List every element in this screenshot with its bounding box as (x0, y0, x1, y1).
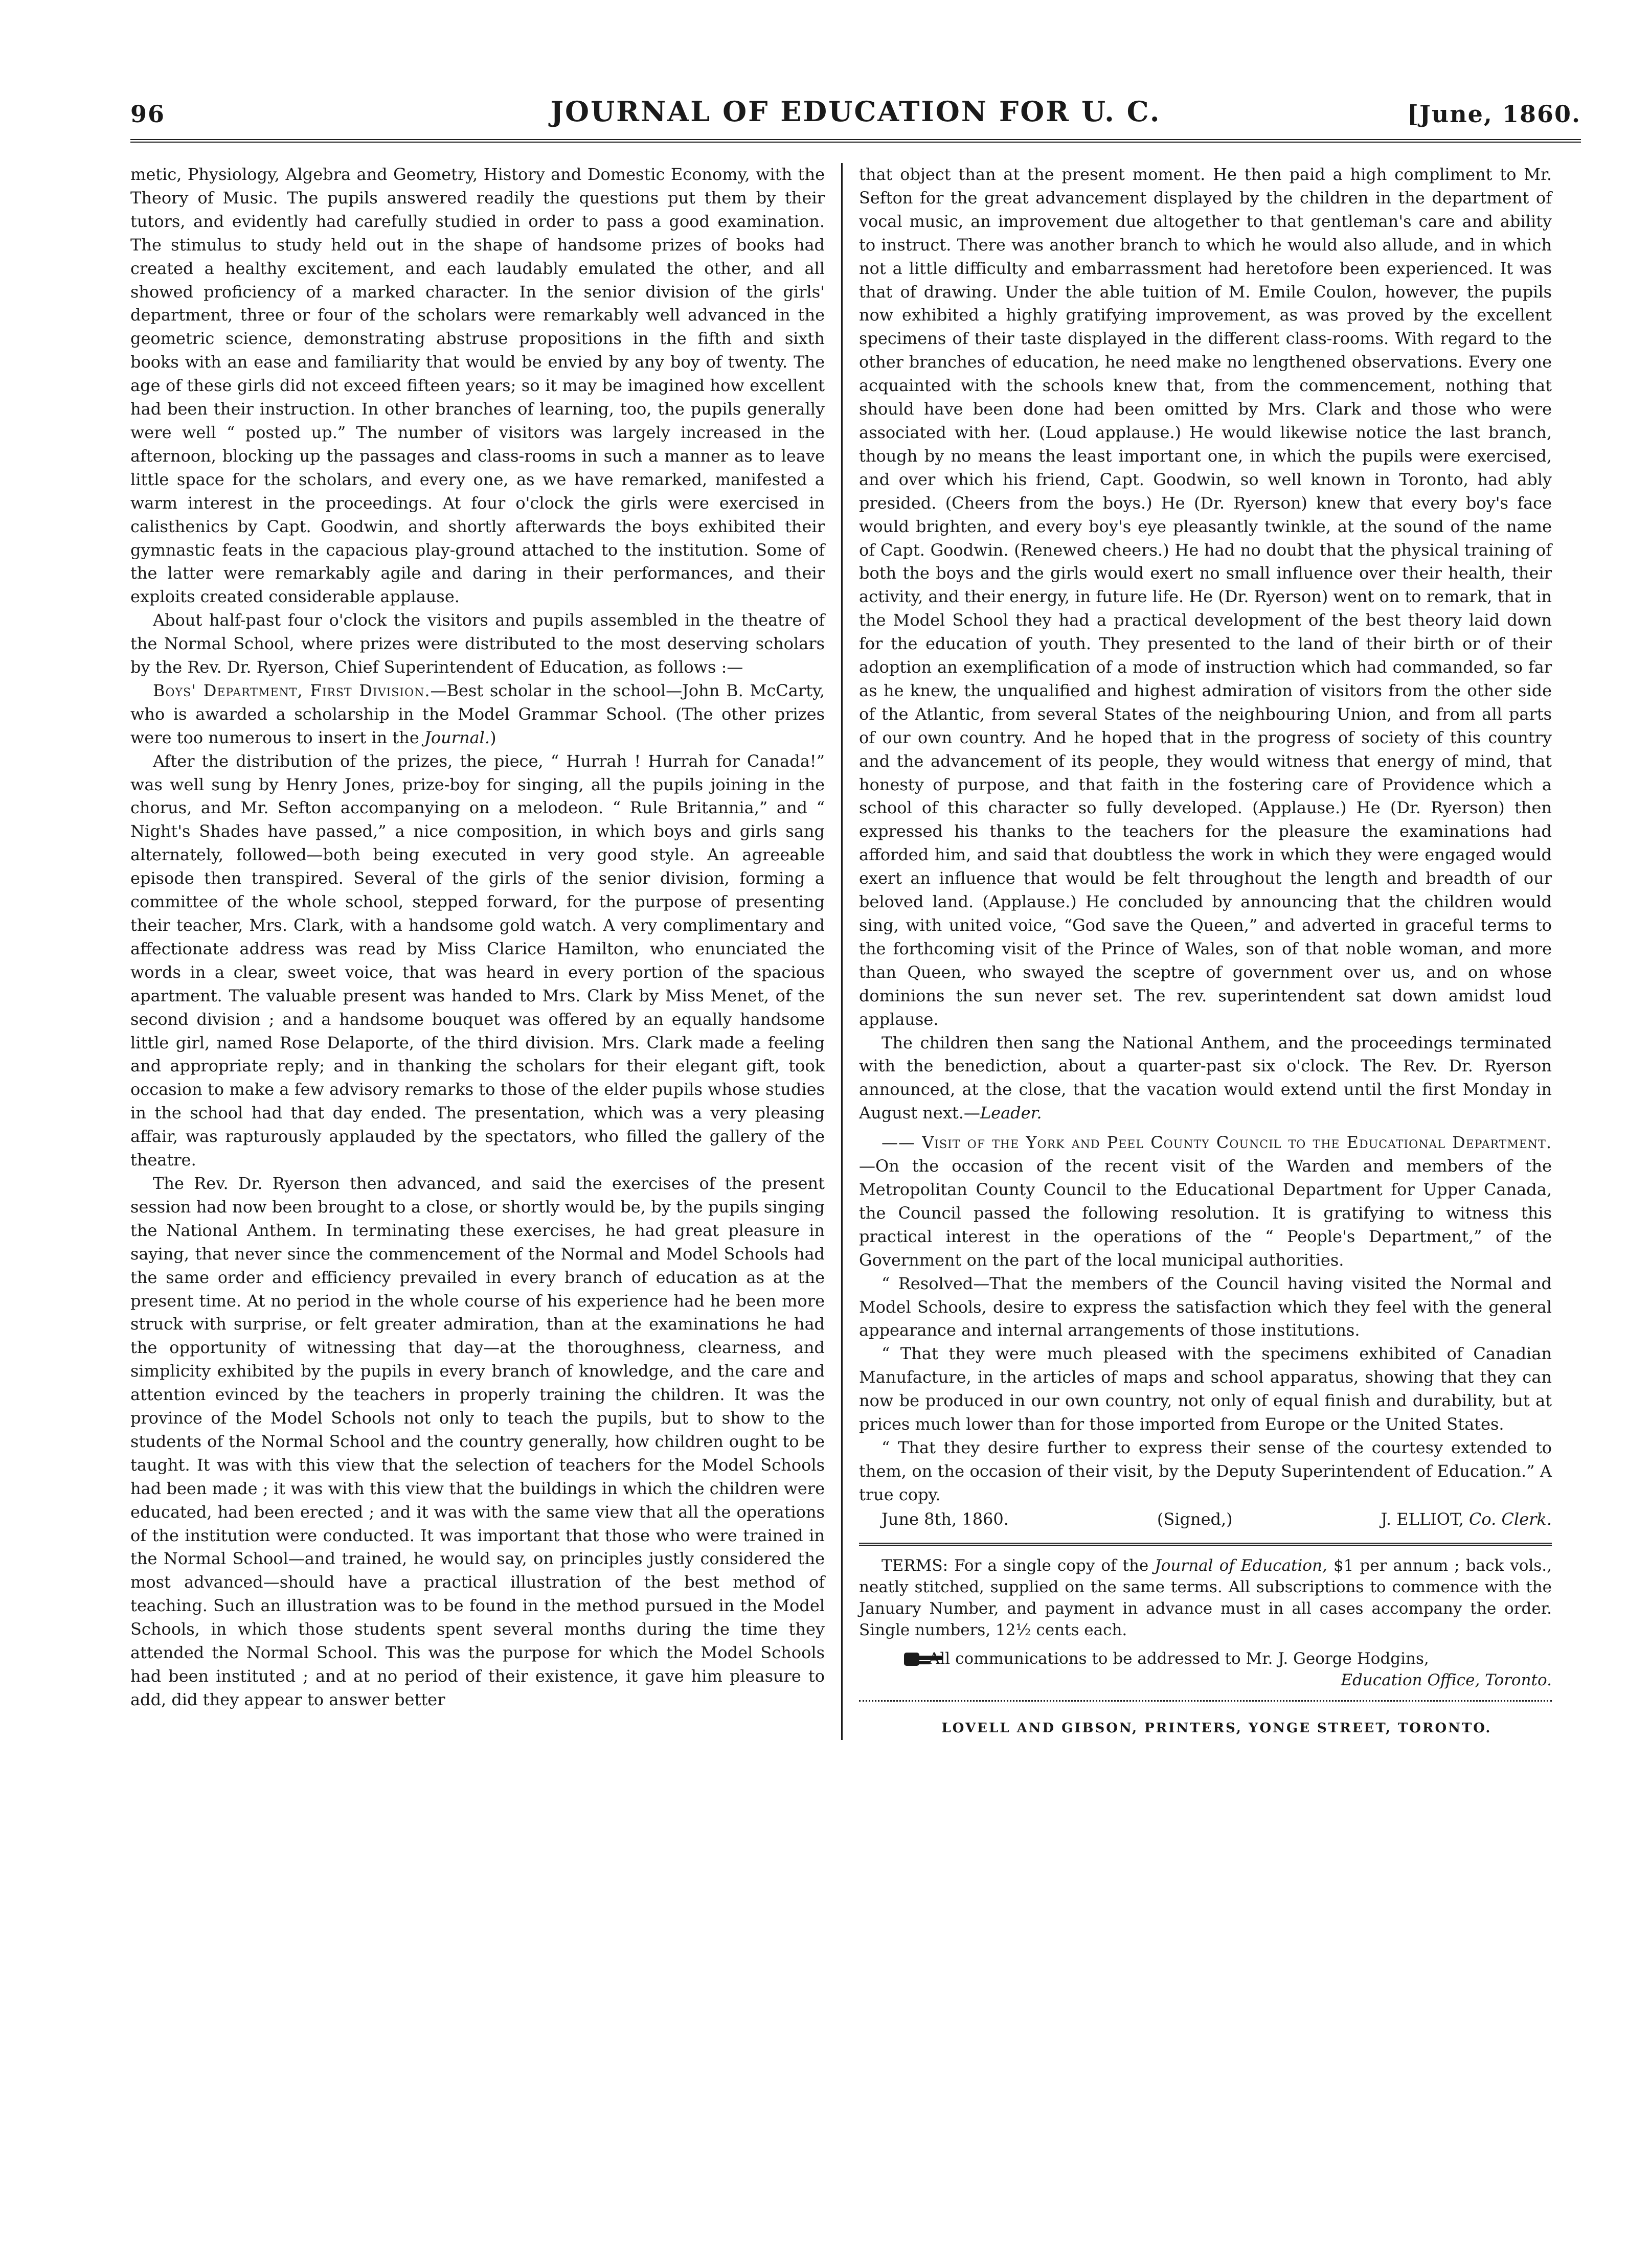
paragraph: that object than at the present moment. He then paid a high compliment to Mr. Sefton for the great advancement displayed by the children in the department of vocal music, an improvement due altogether to that gentleman's care and ability to instruct. There was another branch to which he would also allude, and in which not a little difficulty and embarrassment had heretofore been experienced. It was that of drawing. Under the able tuition of M. Emile Coulon, however, the pupils now exhibited a highly gratifying improvement, as was proved by the excellent specimens of their taste displayed in the different class-rooms. With regard to the other branches of education, he need make no lengthened observations. Every one acquainted with the schools knew that, from the commencement, nothing that should have been done had been omitted by Mrs. Clark and those who were associated with her. (Loud applause.) He would likewise notice the last branch, though by no means the least important one, in which the pupils were exercised, and over which his friend, Capt. Goodwin, so well known in Toronto, had ably presided. (Cheers from the boys.) He (Dr. Ryerson) knew that every boy's face would brighten, and every boy's eye pleasantly twinkle, at the sound of the name of Capt. Goodwin. (Renewed cheers.) He had no doubt that the physical training of both the boys and the girls would exert no small influence over their health, their activity, and their energy, in future life. He (Dr. Ryerson) went on to remark, that in the Model School they had a practical development of the best theory laid down for the education of youth. They presented to the land of their birth or of their adoption an exemplification of a mode of instruction which had commanded, so far as he knew, the unqualified and highest admiration of visitors from the other side of the Atlantic, from several States of the neighbouring Union, and from all parts of our own country. And he hoped that in the progress of society of this country and the advancement of its people, they would witness that energy of mind, that honesty of purpose, and that faith in the fostering care of Providence which a school of this character so fully developed. (Applause.) He (Dr. Ryerson) then expressed his thanks to the teachers for the pleasure the examinations had afforded him, and said that doubtless the work in which they were engaged would exert an influence that would be felt throughout the length and breadth of our beloved land. (Applause.) He concluded by announcing that the children would sing, with united voice, “God save the Queen,” and adverted in graceful terms to the forthcoming visit of the Prince of Wales, son of that noble woman, and more than Queen, who swayed the sceptre of government over us, and on whose dominions the sun never set. The rev. superintendent sat down amidst loud applause. (859, 165, 1552, 1029)
paragraph-text: —Best scholar in the school—John B. McCarty, who is awarded a scholarship in the Model Grammar School. (The other prizes were too numerous to insert in the (130, 680, 825, 747)
terms-lead: TERMS: For a single copy of the (881, 1556, 1155, 1575)
section-lead: Boys' Department, First Division. (153, 680, 431, 700)
right-column (841, 163, 1552, 1740)
paragraph: The Rev. Dr. Ryerson then advanced, and said the exercises of the present session had now been brought to a close, or shortly would be, by the pupils singing the National Anthem. In terminating these exercises, he had great pleasure in saying, that never since the commencement of the Normal and Model Schools had the same order and efficiency prevailed in every branch of education as at the present time. At no period in the whole course of his experience had he been more struck with surprise, or felt greater admiration, than at the examinations he had the opportunity of witnessing that day—at the thoroughness, clearness, and simplicity exhibited by the pupils in every branch of knowledge, and the care and attention evinced by the teachers in properly training the children. It was the province of the Model Schools not only to teach the pupils, but to show to the students of the Normal School and the country generally, how children ought to be taught. It was with this view that the selection of teachers for the Model Schools had been made ; it was with this view that the buildings in which the children were educated, had been erected ; and it was with the same view that all the operations of the institution were conducted. It was important that those who were trained in the Normal School—and trained, he would say, on principles justly considered the most advanced—should have a practical illustration of the best method of teaching. Such an illustration was to be found in the method pursued in the Model Schools, in which those students spent several months during the time they attended the Normal School. This was the purpose for which the Model Schools had been instituted ; and at no period of their existence, it gave him pleasure to add, did they appear to answer better (130, 1173, 825, 1709)
signature-date: June 8th, 1860. (881, 1509, 1009, 1529)
source-credit: Leader. (980, 1103, 1042, 1123)
clerk-title: Co. Clerk. (1468, 1509, 1552, 1529)
divider (859, 1543, 1552, 1546)
page-number: 96 (130, 100, 166, 128)
office-address: Education Office, Toronto. (1341, 1670, 1552, 1689)
paragraph: About half-past four o'clock the visitors and pupils assembled in the theatre of the Normal School, where prizes were distributed to the most deserving scholars by the Rev. Dr. Ryerson, Chief Superintendent of Education, as follows :— (130, 610, 825, 677)
communications-text: All communications to be addressed to Mr. J. George Hodgins, (929, 1649, 1429, 1668)
journal-ref: Journal of Education, (1155, 1556, 1327, 1575)
paragraph-text: The children then sang the National Anthem, and the proceedings terminated with the benediction, about a quarter-past six o'clock. The Rev. Dr. Ryerson announced, at the close, that the vacation would extend until the first Monday in August next.— (859, 1033, 1552, 1123)
signature-line (859, 1508, 1552, 1531)
signature-name (1381, 1508, 1552, 1531)
paragraph-resolution: “ That they desire further to express their sense of the courtesy extended to them, on the occasion of their visit, by the Deputy Superintendent of Education.” A true copy. (859, 1437, 1552, 1504)
section-lead: —— Visit of the York and Peel County Council to the Educational Department. (881, 1133, 1552, 1153)
divider (859, 1700, 1552, 1702)
paragraph-resolution: “ Resolved—That the members of the Council having visited the Normal and Model Schools, desire to express the satisfaction which they feel with the general appearance and internal arrangements of those institutions. (859, 1273, 1552, 1340)
issue-date: [June, 1860. (1407, 100, 1581, 128)
pointing-hand-icon (881, 1651, 922, 1668)
paragraph-closing (859, 1032, 1552, 1126)
paragraph-prizes (130, 679, 825, 750)
paragraph-text: —On the occasion of the recent visit of the Warden and members of the Metropolitan County Council to the Educational Department for Upper Canada, the Council passed the following resolution. It is gratifying to witness this practical interest in the operations of the “ People's Department,” of the Government on the part of the local municipal authorities. (859, 1156, 1552, 1270)
left-column (130, 163, 841, 1740)
two-column-body (130, 163, 1581, 1740)
paragraph: metic, Physiology, Algebra and Geometry, History and Domestic Economy, with the Theory of Music. The pupils answered readily the questions put them by their tutors, and evidently had carefully studied in order to pass a good examination. The stimulus to study held out in the shape of handsome prizes of books had created a healthy excitement, and each laudably emulated the other, and all showed proficiency of a marked character. In the senior division of the girls' department, three or four of the scholars were remarkably well advanced in the geometric science, demonstrating abstruse propositions in the fifth and sixth books with an ease and familiarity that would be envied by any boy of twenty. The age of these girls did not exceed fifteen years; so it may be imagined how excellent had been their instruction. In other branches of learning, too, the pupils generally were well “ posted up.” The number of visitors was largely increased in the afternoon, blocking up the passages and class-rooms in such a manner as to leave little space for the scholars, and every one, as we have remarked, manifested a warm interest in the proceedings. At four o'clock the girls were exercised in calisthenics by Capt. Goodwin, and shortly afterwards the boys exhibited their gymnastic feats in the capacious play-ground attached to the institution. Some of the latter were remarkably agile and daring in their performances, and their exploits created considerable applause. (130, 165, 825, 607)
paragraph: After the distribution of the prizes, the piece, “ Hurrah ! Hurrah for Canada!” was well sung by Henry Jones, prize-boy for singing, all the pupils joining in the chorus, and Mr. Sefton accompanying on a melodeon. “ Rule Britannia,” and “ Night's Shades have passed,” a nice composition, in which boys and girls sang alternately, followed—both being executed in very good style. An agreeable episode then transpired. Several of the girls of the senior division, forming a committee of the whole school, stepped forward, for the purpose of presenting their teacher, Mrs. Clark, with a handsome gold watch. A very complimentary and affectionate address was read by Miss Clarice Hamilton, who enunciated the words in a clear, sweet voice, that was heard in every portion of the spacious apartment. The valuable present was handed to Mrs. Clark by Miss Menet, of the second division ; and a handsome bouquet was offered by an equally handsome little girl, named Rose Delaporte, of the third division. Mrs. Clark made a feeling and appropriate reply; and in thanking the scholars for their elegant gift, took occasion to make a few advisory remarks to those of the elder pupils whose studies in the school had that day ended. The presentation, which was a very pleasing affair, was rapturously applauded by the spectators, who filled the gallery of the theatre. (130, 751, 825, 1170)
paragraph-text: ) (490, 727, 496, 747)
paragraph-resolution: “ That they were much pleased with the specimens exhibited of Canadian Manufacture, in the articles of maps and school apparatus, showing that they can now be produced in our own country, not only of equal finish and durability, but at prices much lower than for those imported from Europe or the United States. (859, 1344, 1552, 1434)
journal-ref: Journal. (424, 727, 490, 747)
clerk-name: J. ELLIOT, (1381, 1509, 1469, 1529)
terms-body: $1 per annum ; back vols., neatly stitched, supplied on the same terms. All subscriptions to commence with the January Number, and payment in advance must in all cases accompany the order. Single numbers, 12½ cents each. (859, 1556, 1552, 1639)
communications-notice (859, 1648, 1552, 1669)
running-head (130, 87, 1581, 143)
terms-notice (859, 1555, 1552, 1641)
printers-imprint: LOVELL AND GIBSON, PRINTERS, YONGE STREET, TORONTO. (941, 1720, 1492, 1736)
paragraph-council-visit (859, 1131, 1552, 1272)
journal-title: JOURNAL OF EDUCATION FOR U. C. (550, 95, 1161, 128)
signature-signed: (Signed,) (1157, 1509, 1233, 1529)
